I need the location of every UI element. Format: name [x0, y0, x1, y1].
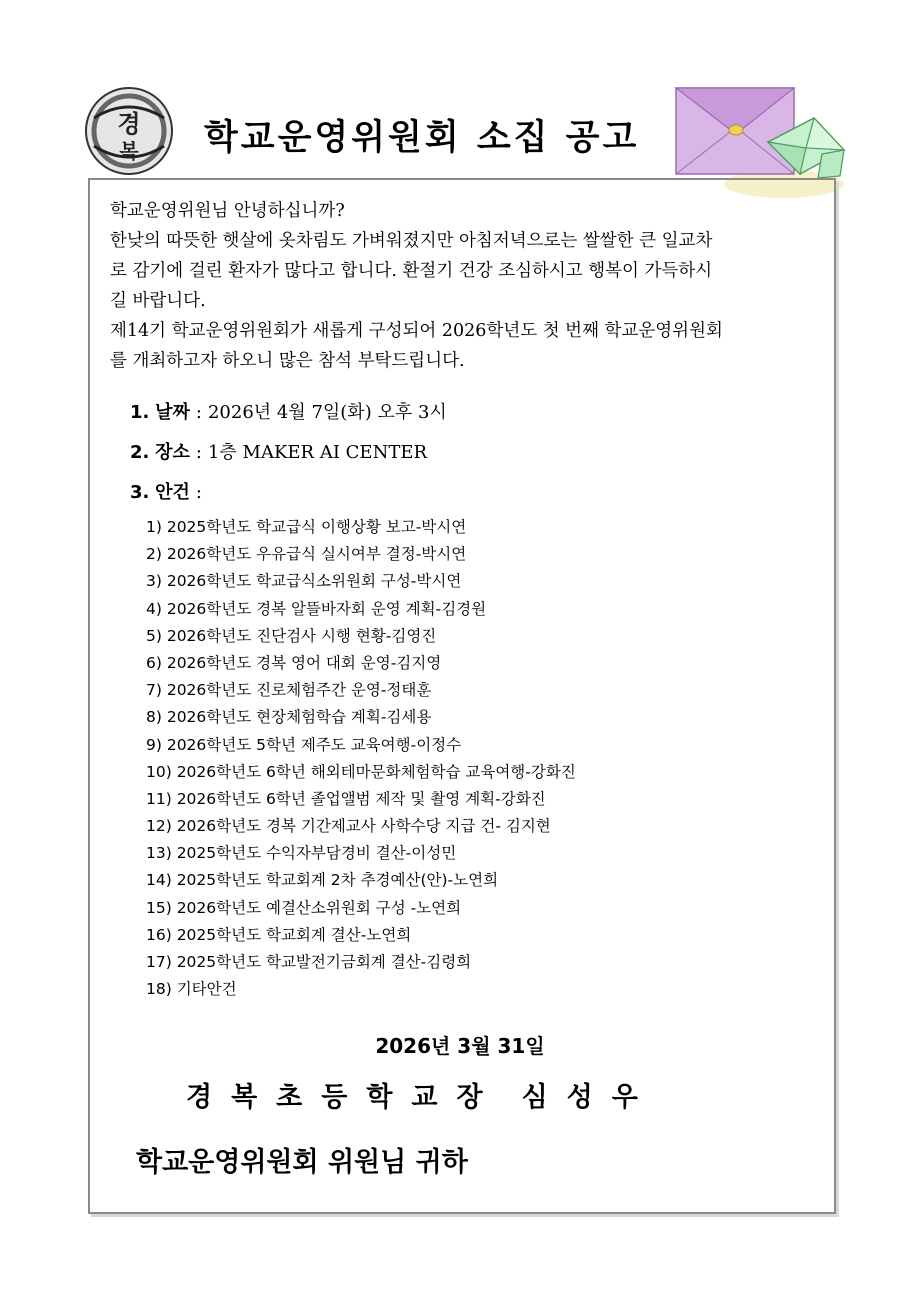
agenda-item: 2) 2026학년도 우유급식 실시여부 결정-박시연: [146, 545, 467, 564]
meeting-date-item: [130, 398, 447, 424]
item-heading: 안건: [155, 482, 190, 503]
intro-line: 를 개최하고자 하오니 많은 참석 부탁드립니다.: [110, 351, 465, 371]
item-value: 2026년 4월 7일(화) 오후 3시: [207, 402, 447, 423]
school-logo: [84, 86, 174, 176]
agenda-item: 8) 2026학년도 현장체험학습 계획-김세용: [146, 708, 432, 727]
principal-signature: [186, 1075, 657, 1114]
agenda-item: 7) 2026학년도 진로체험주간 운영-정태훈: [146, 681, 432, 700]
logo-text-bottom: 복: [119, 139, 139, 163]
agenda-item: 9) 2026학년도 5학년 제주도 교육여행-이정수: [146, 735, 462, 754]
item-separator: :: [195, 442, 202, 463]
intro-line: 학교운영위원님 안녕하십니까?: [110, 201, 345, 221]
agenda-item: 12) 2026학년도 경복 기간제교사 사학수당 지급 건- 김지현: [146, 817, 551, 836]
item-separator: :: [195, 402, 202, 423]
item-separator: :: [195, 482, 202, 503]
item-number: 1.: [130, 402, 150, 423]
agenda-list: [146, 514, 576, 1003]
intro-text: [110, 196, 810, 376]
intro-line: 한낮의 따뜻한 햇살에 옷차림도 가벼워졌지만 아침저녁으로는 쌀쌀한 큰 일교차: [110, 231, 713, 251]
agenda-item: 13) 2025학년도 수익자부담경비 결산-이성민: [146, 844, 457, 863]
agenda-item: 4) 2026학년도 경복 알뜰바자회 운영 계획-김경원: [146, 599, 487, 618]
notice-date: 2026년 3월 31일: [375, 1034, 545, 1058]
agenda-item: 15) 2026학년도 예결산소위원회 구성 -노연희: [146, 898, 462, 917]
intro-line: 로 감기에 걸린 환자가 많다고 합니다. 환절기 건강 조심하시고 행복이 가득하시: [110, 261, 713, 281]
agenda-item: 3) 2026학년도 학교급식소위원회 구성-박시연: [146, 572, 462, 591]
item-value: 1층 MAKER AI CENTER: [207, 442, 428, 463]
meeting-place-item: [130, 438, 427, 464]
agenda-item: 18) 기타안건: [146, 980, 237, 999]
agenda-item: 6) 2026학년도 경복 영어 대회 운영-김지영: [146, 653, 442, 672]
item-heading: 장소: [155, 442, 190, 463]
item-heading: 날짜: [155, 402, 190, 423]
agenda-item: 11) 2026학년도 6학년 졸업앨범 제작 및 촬영 계획-강화진: [146, 789, 546, 808]
agenda-item: 10) 2026학년도 6학년 해외테마문화체험학습 교육여행-강화진: [146, 762, 576, 781]
meeting-agenda-item: [130, 478, 208, 504]
logo-text-top: 경: [117, 109, 141, 138]
principal-name: 심성우: [521, 1082, 657, 1113]
item-number: 3.: [130, 482, 150, 503]
school-principal-title: 경복초등학교장: [186, 1082, 502, 1113]
agenda-item: 1) 2025학년도 학교급식 이행상황 보고-박시연: [146, 518, 467, 536]
agenda-item: 17) 2025학년도 학교발전기금회계 결산-김령희: [146, 953, 472, 971]
recipient-line: 학교운영위원회 위원님 귀하: [136, 1147, 468, 1178]
page-title: 학교운영위원회 소집 공고: [204, 118, 640, 158]
intro-line: 제14기 학교운영위원회가 새롭게 구성되어 2026학년도 첫 번째 학교운영위원회: [110, 321, 723, 341]
intro-line: 길 바랍니다.: [110, 291, 206, 311]
agenda-item: 5) 2026학년도 진단검사 시행 현황-김영진: [146, 626, 437, 645]
agenda-item: 14) 2025학년도 학교회계 2차 추경예산(안)-노연희: [146, 871, 499, 890]
agenda-item: 16) 2025학년도 학교회계 결산-노연희: [146, 925, 412, 944]
item-number: 2.: [130, 442, 150, 463]
